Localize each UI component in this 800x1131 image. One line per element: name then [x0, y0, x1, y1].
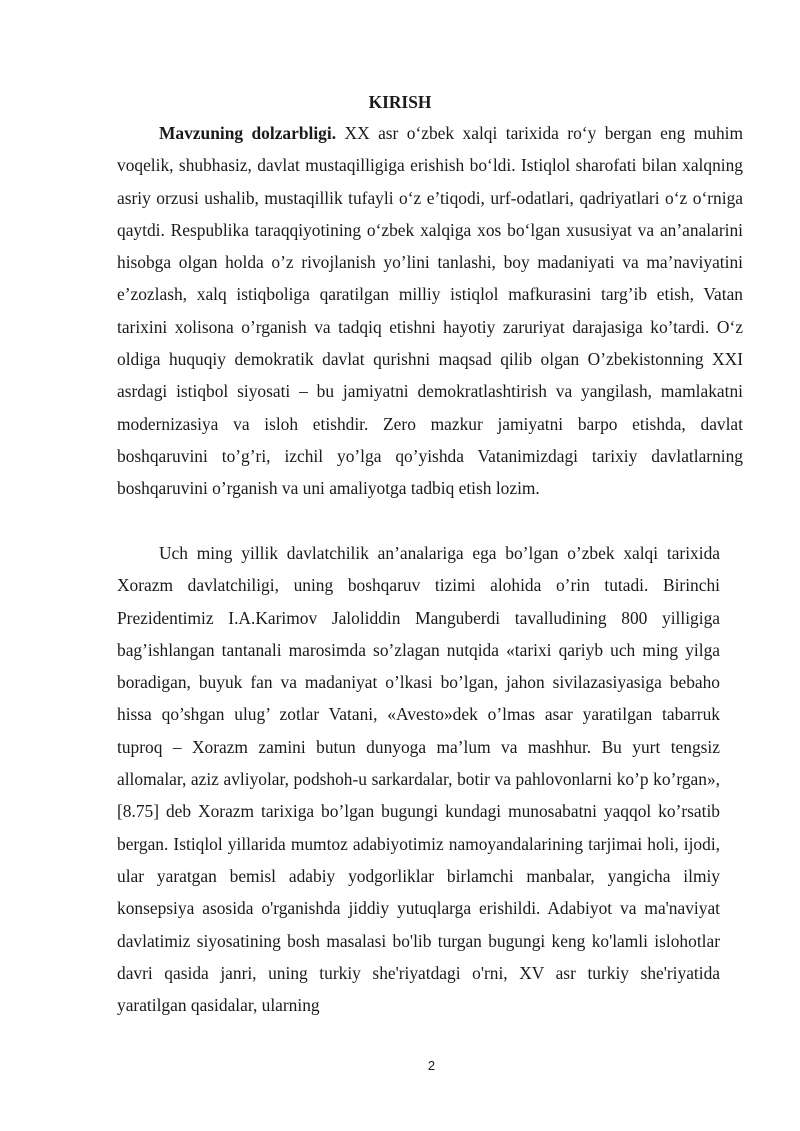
paragraph-body-text: XX asr o‘zbek xalqi tarixida ro‘y bergan eng muhim voqelik, shubhasiz, davlat mustaqilligiga erishish bo‘ldi. Istiqlol sharofati bilan xalqning asriy orzusi ushalib, mustaqillik tufayli o‘z e’tiqodi, urf-odatlari, qadriyatlari o‘z o‘rniga qaytdi. Respublika taraqqiyotining o‘zbek xalqiga xos bo‘lgan xususiyat va an’analarini hisobga olgan holda o’z rivojlanish yo’lini tanlashi, boy madaniyati va ma’naviyatini e’zozlash, xalq istiqboliga qaratilgan milliy istiqlol mafkurasini targ’ib etish, Vatan tarixini xolisona o’rganish va tadqiq etishni hayotiy zaruriyat darajasiga ko’tardi. O‘z oldiga huquqiy demokratik davlat qurishni maqsad qilib olgan O’zbekistonning XXI asrdagi istiqbol siyosati – bu jamiyatni demokratlashtirish va yangilash, mamlakatni modernizasiya va isloh etishdir. Zero mazkur jamiyatni barpo etishda, davlat boshqaruvini to’g’ri, izchil yo’lga qo’yishda Vatanimizdagi tarixiy davlatlarning boshqaruvini o’rganish va uni amaliyotga tadbiq etish lozim. [117, 123, 743, 499]
paragraph-khorezm-statehood: Uch ming yillik davlatchilik an’analariga ega bo’lgan o’zbek xalqi tarixida Xorazm davlatchiligi, uning boshqaruv tizimi alohida o’rin tutadi. Birinchi Prezidentimiz I.A.Karimov Jaloliddin Manguberdi tavalludining 800 yilligiga bag’ishlangan tantanali marosimda so’zlagan nutqida «tarixi qariyb uch ming yilga boradigan, buyuk fan va madaniyat o’lkasi bo’lgan, jahon sivilazasiyasiga bebaho hissa qo’shgan ulug’ zotlar Vatani, «Avesto»dek o’lmas asar yaratilgan tabarruk tuproq – Xorazm zamini butun dunyoga ma’lum va mashhur. Bu yurt tengsiz allomalar, aziz avliyolar, podshoh-u sarkardalar, botir va pahlovonlarni ko’p ko’rgan», [8.75] deb Xorazm tarixiga bo’lgan bugungi kundagi munosabatni yaqqol ko’rsatib bergan. Istiqlol yillarida mumtoz adabiyotimiz namoyandalarining tarjimai holi, ijodi, ular yaratgan bemisl adabiy yodgorliklar birlamchi manbalar, yangicha ilmiy konsepsiya asosida o'rganishda jiddiy yutuqlarga erishildi. Adabiyot va ma'naviyat davlatimiz siyosatining bosh masalasi bo'lib turgan bugungi keng ko'lamli islohotlar davri qasida janri, uning turkiy she'riyatdagi o'rni, XV asr turkiy she'riyatida yaratilgan qasidalar, ularning [117, 543, 720, 1016]
page-number: 2 [427, 1058, 436, 1073]
paragraph-relevance [117, 117, 743, 505]
section-title: KIRISH [368, 92, 432, 112]
paragraph-lead-heading: Mavzuning dolzarbligi. [159, 123, 337, 143]
